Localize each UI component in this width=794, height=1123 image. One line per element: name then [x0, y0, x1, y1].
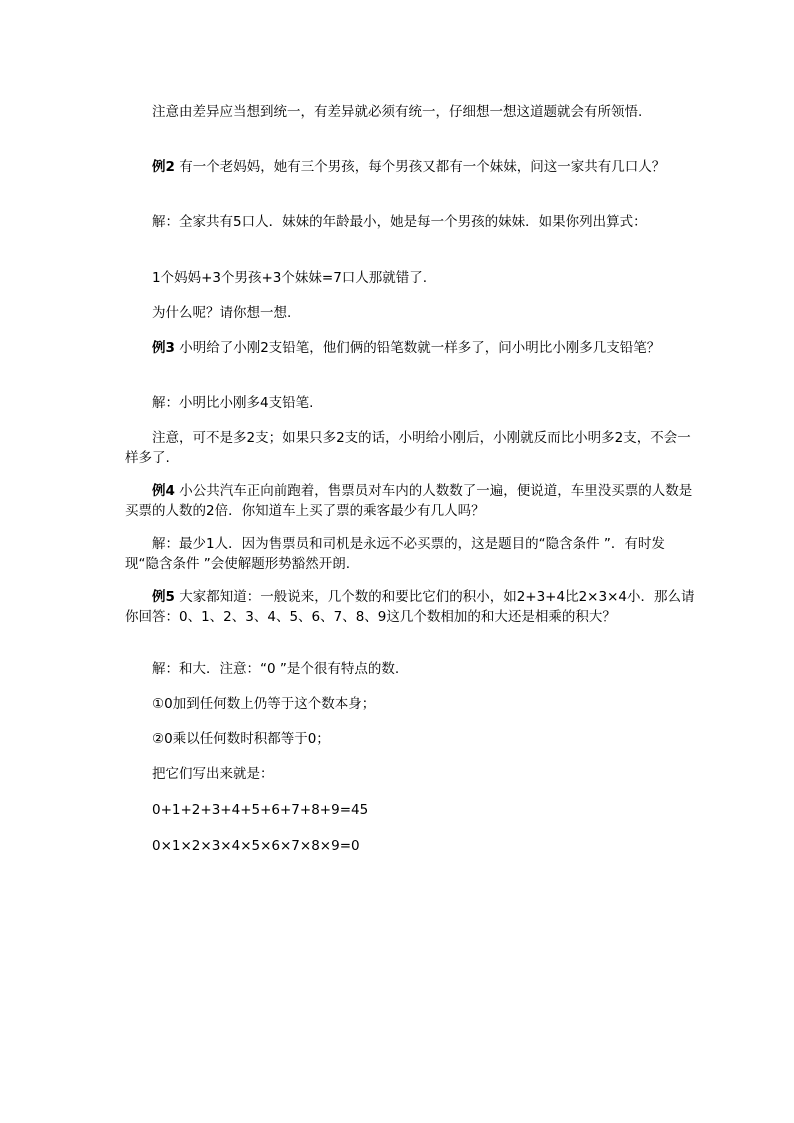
example-5-question	[125, 587, 695, 627]
example-5-product-equation	[125, 836, 695, 856]
example-3-label: 例3	[152, 340, 175, 356]
example-4-label: 例4	[152, 483, 175, 499]
example-5-sum-equation	[125, 800, 695, 820]
paragraph-text: 把它们写出来就是：	[152, 766, 274, 782]
equation-text: 0×1×2×3×4×5×6×7×8×9=0	[152, 838, 360, 854]
paragraph-text: 1个妈妈+3个男孩+3个妹妹=7口人那就错了.	[152, 270, 428, 286]
example-5-point-2	[125, 729, 695, 749]
paragraph-text: 解：和大．注意：“0 ”是个很有特点的数.	[152, 661, 400, 677]
example-2-solution	[125, 212, 695, 232]
paragraph-text: 注意，可不是多2支；如果只多2支的话，小明给小刚后，小刚就反而比小明多2支，不会一样多了.	[125, 430, 691, 466]
example-5-solution	[125, 659, 695, 679]
example-5-label: 例5	[152, 589, 175, 605]
example-2-text: 有一个老妈妈，她有三个男孩，每个男孩又都有一个妹妹，问这一家共有几口人？	[174, 159, 666, 175]
paragraph-text: 解：最少1人．因为售票员和司机是永远不必买票的，这是题目的“隐含条件 ”．有时发现“隐含条件 ”会使解题形势豁然开朗.	[125, 536, 665, 572]
example-5-text: 大家都知道：一般说来，几个数的和要比它们的积小，如2+3+4比2×3×4小．那么请你回答：0、1、2、3、4、5、6、7、8、9这几个数相加的和大还是相乘的积大？	[125, 589, 695, 625]
example-2-question	[125, 157, 695, 177]
paragraph-text: ②0乘以任何数时积都等于0；	[152, 731, 330, 747]
paragraph-text: 注意由差异应当想到统一，有差异就必须有统一，仔细想一想这道题就会有所领悟.	[152, 104, 643, 120]
equation-text: 0+1+2+3+4+5+6+7+8+9=45	[152, 802, 369, 818]
example-5-write-out	[125, 764, 695, 784]
example-3-text: 小明给了小刚2支铅笔，他们俩的铅笔数就一样多了，问小明比小刚多几支铅笔？	[174, 340, 661, 356]
example-4-text: 小公共汽车正向前跑着，售票员对车内的人数数了一遍，便说道，车里没买票的人数是买票的人数的2倍．你知道车上买了票的乘客最少有几人吗？	[125, 483, 693, 519]
paragraph-text: 解：全家共有5口人．妹妹的年龄最小，她是每一个男孩的妹妹．如果你列出算式：	[152, 214, 647, 230]
example-2-calculation	[125, 268, 695, 288]
paragraph-text: 为什么呢？请你想一想.	[152, 305, 292, 321]
paragraph-text: 解：小明比小刚多4支铅笔.	[152, 395, 314, 411]
paragraph-text: ①0加到任何数上仍等于这个数本身；	[152, 696, 376, 712]
example-5-point-1	[125, 694, 695, 714]
example-4-solution	[125, 534, 695, 574]
example-2-why	[125, 303, 695, 323]
example-3-note	[125, 428, 695, 468]
example-3-question	[125, 338, 695, 358]
example-2-label: 例2	[152, 159, 175, 175]
example-4-question	[125, 481, 695, 521]
paragraph-note-unity	[125, 102, 695, 122]
example-3-solution	[125, 393, 695, 413]
